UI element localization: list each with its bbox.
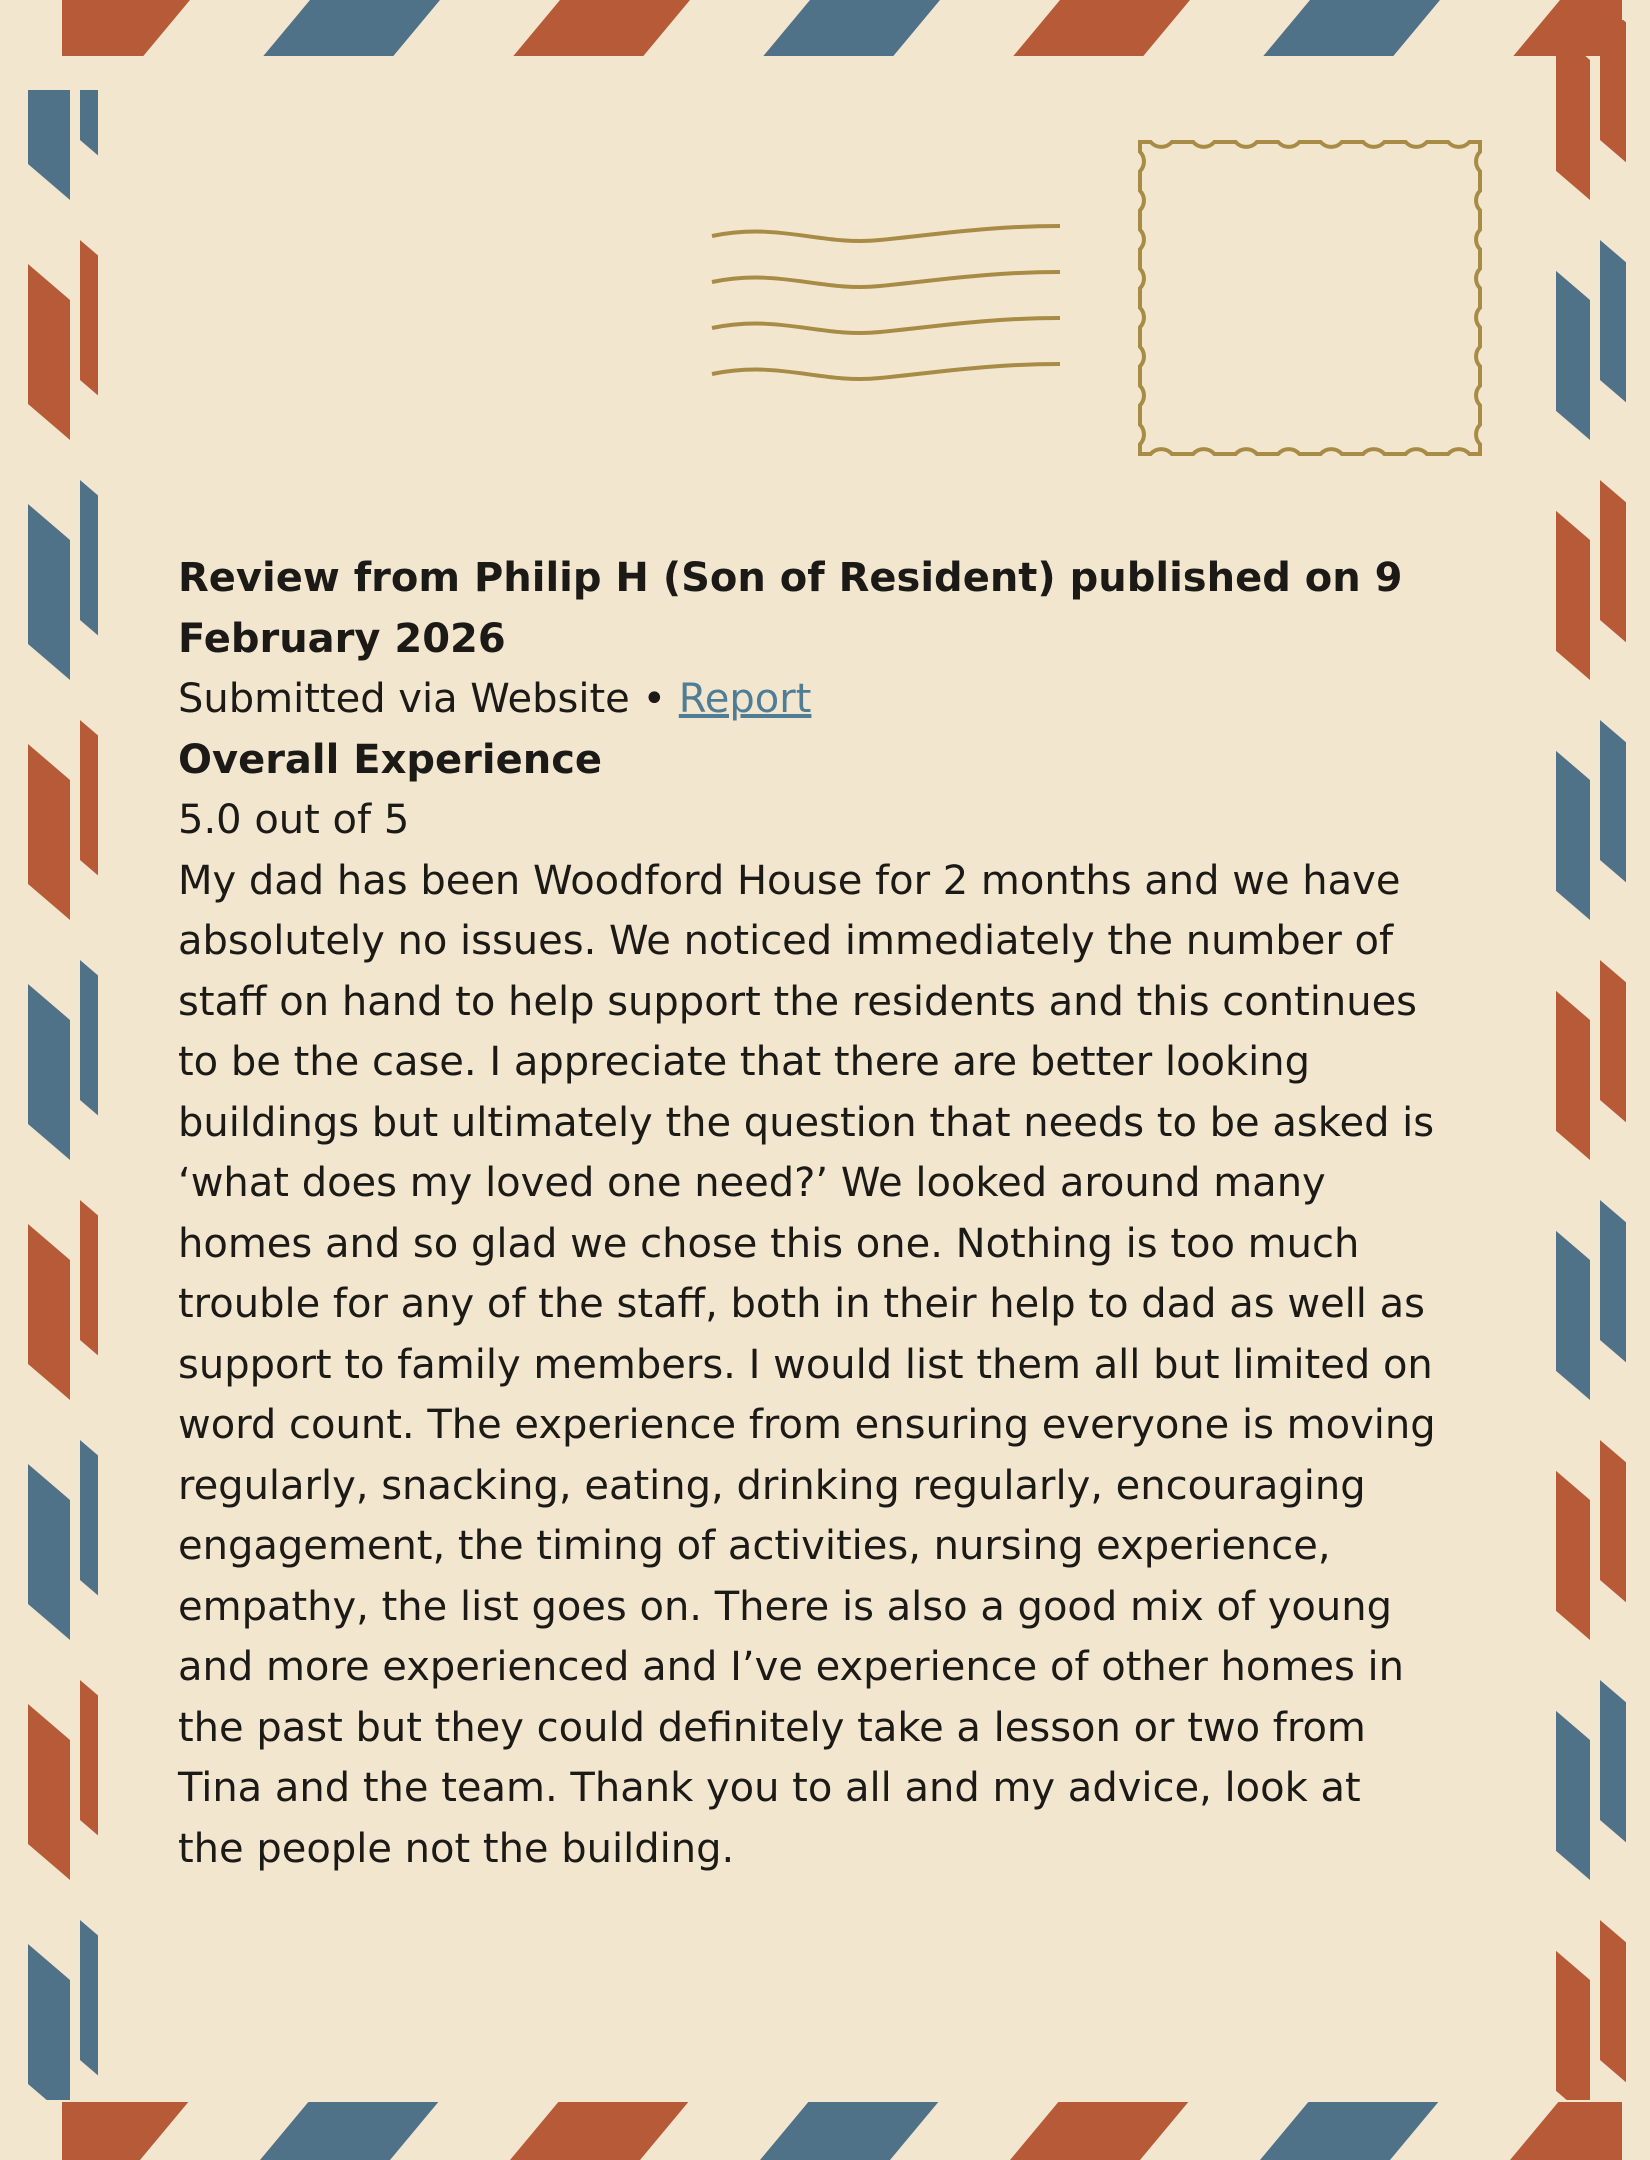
left-border-stripes — [28, 90, 98, 2100]
review-title: Review from Philip H (Son of Resident) published on 9 February 2026 — [178, 555, 1403, 662]
review-source-line — [178, 669, 1438, 730]
review-body: My dad has been Woodford House for 2 months and we have absolutely no issues. We noticed immediately the number of staff on hand to help support the residents and this continues to be the case. I appreciate that there are better looking buildings but ultimately the question that needs to be asked is ‘what does my loved one need?’ We looked around many homes and so glad we chose this one. Nothing is too much trouble for any of the staff, both in their help to dad as well as support to family members. I would list them all but limited on word count. The experience from ensuring everyone is moving regularly, snacking, eating, drinking regularly, encouraging engagement, the timing of activities, nursing experience, empathy, the list goes on. There is also a good mix of young and more experienced and I’ve experience of other homes in the past but they could definitely take a lesson or two from Tina and the team. Thank you to all and my advice, look at the people not the building. — [178, 857, 1436, 1872]
review-category: Overall Experience — [178, 736, 603, 783]
review-source-text: Submitted via Website • — [178, 676, 667, 722]
review-rating: 5.0 out of 5 — [178, 797, 410, 843]
review-card — [178, 548, 1438, 1879]
report-link[interactable]: Report — [678, 676, 812, 722]
bottom-border-stripes — [62, 2102, 1622, 2160]
top-border-stripes — [62, 0, 1622, 56]
right-border-stripes — [1556, 20, 1626, 2100]
